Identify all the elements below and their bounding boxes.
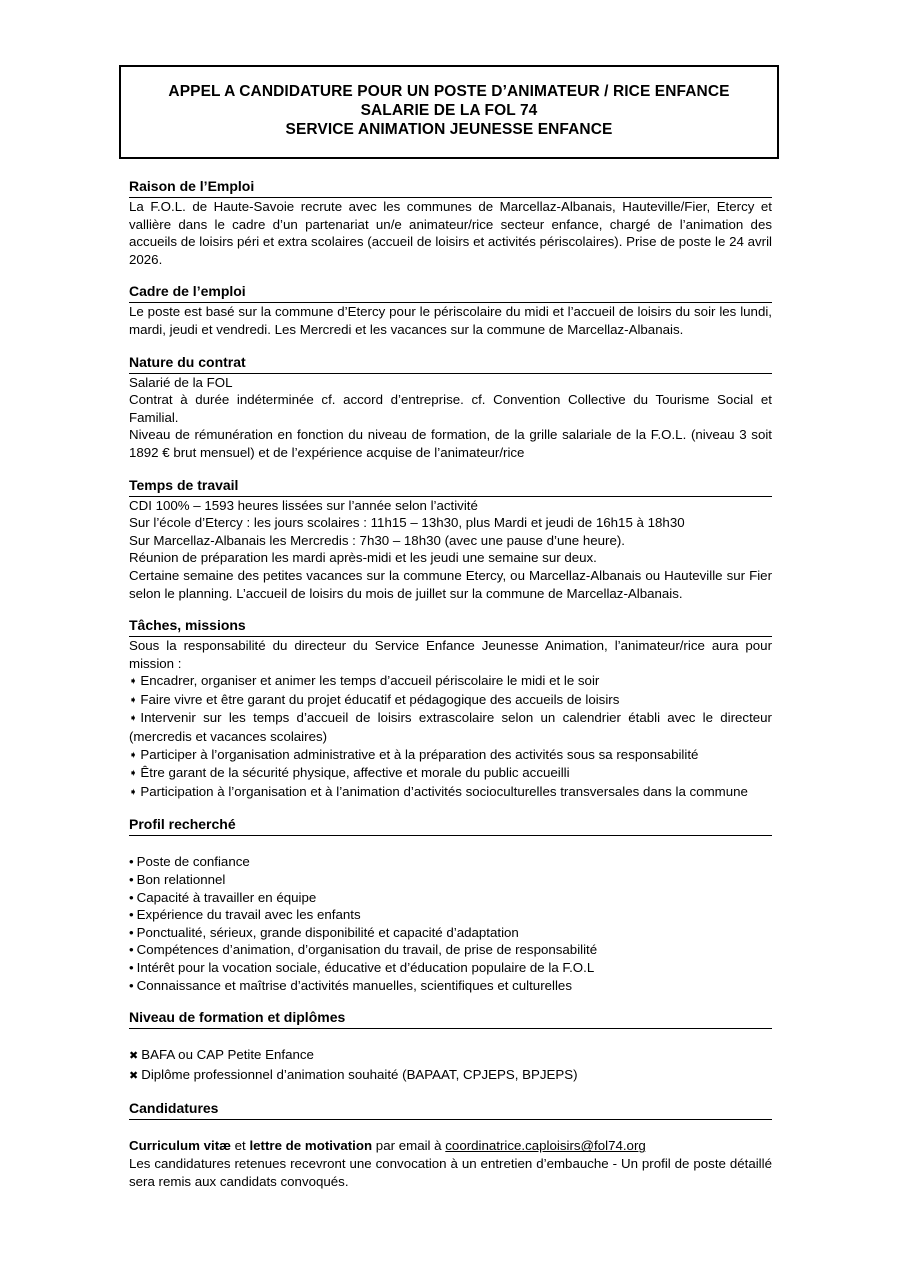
list-item xyxy=(129,764,772,783)
section-text: La F.O.L. de Haute-Savoie recrute avec les communes de Marcellaz-Albanais, Hauteville/Fier, Etercy et vallière dans le cadre d’un partenariat un/e animateur/rice secteur enfance, chargé de l’animation des accueils de loisirs péri et extra scolaires (accueil de loisirs et activités périscolaires). Prise de poste le 24 avril 2026. xyxy=(129,199,772,267)
email-link[interactable]: coordinatrice.caploisirs@fol74.org xyxy=(445,1138,646,1154)
section-profil xyxy=(129,815,772,994)
list-item-text: Capacité à travailler en équipe xyxy=(136,889,317,905)
list-item-text: Expérience du travail avec les enfants xyxy=(136,907,361,923)
title-box xyxy=(119,65,779,159)
list-item-text: Connaissance et maîtrise d’activités manuelles, scientifiques et culturelles xyxy=(136,977,572,993)
dot-bullet-icon: • xyxy=(129,977,134,993)
list-item xyxy=(129,871,772,889)
dot-bullet-icon: • xyxy=(129,960,134,975)
letter-label: lettre de motivation xyxy=(249,1138,373,1154)
spacer xyxy=(129,1120,772,1137)
spacer xyxy=(129,1029,772,1046)
list-item xyxy=(129,1066,772,1086)
content xyxy=(129,177,772,1204)
list-item xyxy=(129,924,772,942)
list-item-text: Encadrer, organiser et animer les temps d’accueil périscolaire le midi et le soir xyxy=(140,673,600,689)
list-item-text: Intérêt pour la vocation sociale, éducative et d’éducation populaire de la F.O.L xyxy=(136,960,595,975)
dot-bullet-icon: • xyxy=(129,889,134,905)
section-heading: Profil recherché xyxy=(129,815,772,836)
title-line-2: SALARIE DE LA FOL 74 xyxy=(360,102,538,119)
list-item-text: Intervenir sur les temps d’accueil de loisirs extrascolaire selon un calendrier établi avec le directeur (mercredis et vacances scolaires) xyxy=(129,710,772,745)
intro-text: Sous la responsabilité du directeur du Service Enfance Jeunesse Animation, l’animateur/rice aura pour mission : xyxy=(129,638,772,671)
text-line: CDI 100% – 1593 heures lissées sur l’année selon l’activité xyxy=(129,497,478,513)
arrow-bullet-icon: ➧ xyxy=(129,768,138,780)
text-line: Salarié de la FOL xyxy=(129,374,233,390)
list-item xyxy=(129,959,772,977)
section-raison xyxy=(129,177,772,268)
arrow-bullet-icon: ➧ xyxy=(129,713,138,725)
text-line: Certaine semaine des petites vacances sur la commune Etercy, ou Marcellaz-Albanais ou Hauteville sur Fier selon le planning. L’accueil de loisirs du mois de juillet sur la commune de Marcellaz-Albanais. xyxy=(129,567,772,601)
section-cadre xyxy=(129,282,772,338)
list-item xyxy=(129,906,772,924)
title-line-1: APPEL A CANDIDATURE POUR UN POSTE D’ANIMATEUR / RICE ENFANCE xyxy=(168,83,730,100)
cross-bullet-icon: ✖ xyxy=(129,1050,139,1063)
cv-label: Curriculum vitæ xyxy=(129,1138,231,1154)
section-candidatures xyxy=(129,1099,772,1190)
text-line: Réunion de préparation les mardi après-midi et les jeudi une semaine sur deux. xyxy=(129,550,597,566)
list-item xyxy=(129,853,772,871)
list-item xyxy=(129,941,772,959)
application-line xyxy=(129,1137,772,1155)
section-heading: Candidatures xyxy=(129,1099,772,1120)
section-formation xyxy=(129,1008,772,1085)
list-item-text: Bon relationnel xyxy=(136,872,226,888)
section-temps xyxy=(129,476,772,603)
list-item-text: Faire vivre et être garant du projet éducatif et pédagogique des accueils de loisirs xyxy=(140,691,620,707)
section-heading: Tâches, missions xyxy=(129,616,772,637)
arrow-bullet-icon: ➧ xyxy=(129,786,138,798)
list-item xyxy=(129,889,772,907)
arrow-bullet-icon: ➧ xyxy=(129,694,138,706)
text-line: Sur l’école d’Etercy : les jours scolaires : 11h15 – 13h30, plus Mardi et jeudi de 16h15 à 18h30 xyxy=(129,515,685,531)
dot-bullet-icon: • xyxy=(129,924,134,940)
section-heading: Temps de travail xyxy=(129,476,772,497)
section-text: Le poste est basé sur la commune d’Etercy pour le périscolaire du midi et l’accueil de loisirs du soir les lundi, mardi, jeudi et vendredi. Les Mercredi et les vacances sur la commune de Marcellaz-Albanais. xyxy=(129,304,772,337)
list-item-text: Diplôme professionnel d’animation souhaité (BAPAAT, CPJEPS, BPJEPS) xyxy=(141,1066,578,1082)
list-item-text: Participation à l’organisation et à l’animation d’activités socioculturelles transversales dans la commune xyxy=(140,783,748,799)
list-item xyxy=(129,783,772,802)
list-item xyxy=(129,672,772,691)
arrow-bullet-icon: ➧ xyxy=(129,749,138,761)
list-item-text: Participer à l’organisation administrative et à la préparation des activités sous sa responsabilité xyxy=(140,746,699,762)
text-line: Contrat à durée indéterminée cf. accord d’entreprise. cf. Convention Collective du Tourisme Social et Familial. xyxy=(129,392,772,425)
section-heading: Cadre de l’emploi xyxy=(129,282,772,303)
list-item xyxy=(129,746,772,765)
section-text: Les candidatures retenues recevront une convocation à un entretien d’embauche - Un profil de poste détaillé sera remis aux candidats convoqués. xyxy=(129,1155,772,1189)
title-line-3: SERVICE ANIMATION JEUNESSE ENFANCE xyxy=(285,121,613,138)
list-item-text: Être garant de la sécurité physique, affective et morale du public accueilli xyxy=(140,765,570,781)
list-item-text: Compétences d’animation, d’organisation du travail, de prise de responsabilité xyxy=(136,942,598,958)
dot-bullet-icon: • xyxy=(129,872,134,888)
section-taches xyxy=(129,616,772,801)
dot-bullet-icon: • xyxy=(129,942,134,958)
dot-bullet-icon: • xyxy=(129,907,134,923)
list-item-text: BAFA ou CAP Petite Enfance xyxy=(141,1047,314,1063)
list-item-text: Poste de confiance xyxy=(136,854,250,870)
list-item-text: Ponctualité, sérieux, grande disponibilité et capacité d’adaptation xyxy=(136,924,519,940)
section-contrat xyxy=(129,353,772,462)
list-item xyxy=(129,977,772,995)
dot-bullet-icon: • xyxy=(129,854,134,870)
spacer xyxy=(129,836,772,853)
by-email-text: par email à xyxy=(372,1138,446,1154)
and-text: et xyxy=(230,1138,250,1154)
text-line: Sur Marcellaz-Albanais les Mercredis : 7h30 – 18h30 (avec une pause d’une heure). xyxy=(129,532,625,548)
cross-bullet-icon: ✖ xyxy=(129,1069,139,1082)
section-heading: Niveau de formation et diplômes xyxy=(129,1008,772,1029)
section-heading: Raison de l’Emploi xyxy=(129,177,772,198)
list-item xyxy=(129,691,772,710)
section-heading: Nature du contrat xyxy=(129,353,772,374)
text-line: Niveau de rémunération en fonction du niveau de formation, de la grille salariale de la F.O.L. (niveau 3 soit 1892 € brut mensuel) et de l’expérience acquise de l’animateur/rice xyxy=(129,427,772,460)
list-item xyxy=(129,709,772,745)
arrow-bullet-icon: ➧ xyxy=(129,676,138,688)
list-item xyxy=(129,1046,772,1066)
